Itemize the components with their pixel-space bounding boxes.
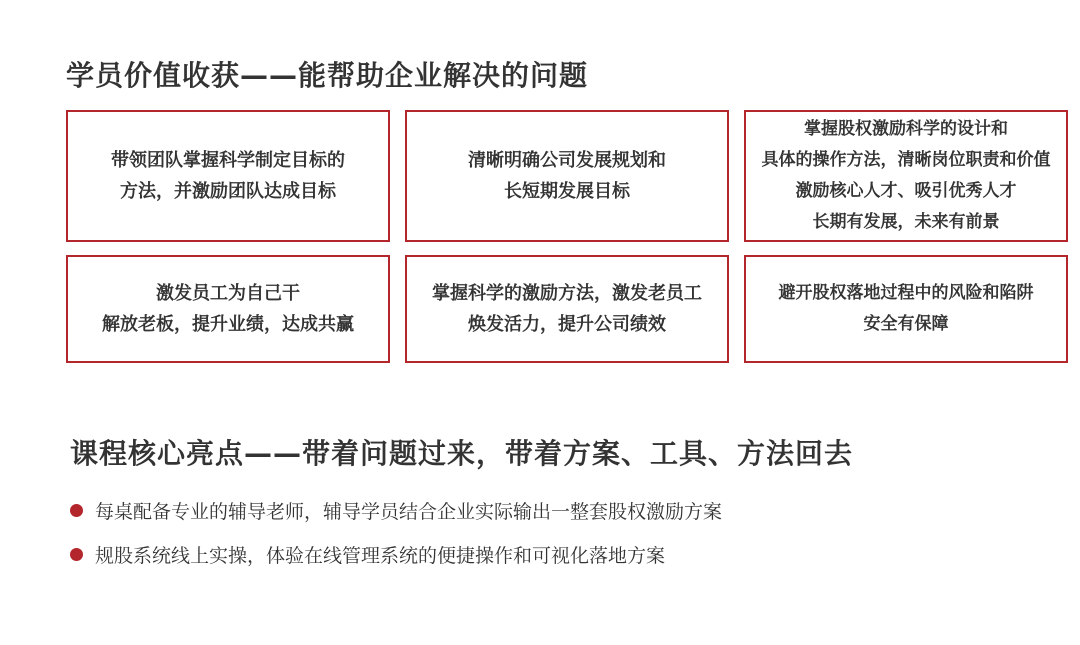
section-title-student-value: 学员价值收获——能帮助企业解决的问题 [66,59,589,92]
value-box-text: 带领团队掌握科学制定目标的 方法，并激励团队达成目标 [111,150,345,202]
value-box [66,110,390,242]
value-box [744,255,1068,363]
list-item [70,493,722,527]
value-box-text: 掌握股权激励科学的设计和 具体的操作方法，清晰岗位职责和价值 激励核心人才、吸引优秀人才 长期有发展，未来有前景 [761,119,1051,232]
highlight-list [70,493,722,581]
list-item-text: 每桌配备专业的辅导老师，辅导学员结合企业实际输出一整套股权激励方案 [95,500,723,523]
value-box [405,110,729,242]
list-item-text: 规股系统线上实操，体验在线管理系统的便捷操作和可视化落地方案 [95,544,666,567]
value-box-text: 掌握科学的激励方法，激发老员工 焕发活力，提升公司绩效 [432,283,702,335]
bullet-dot-icon [70,504,83,517]
value-box [405,255,729,363]
value-box-text: 清晰明确公司发展规划和 长短期发展目标 [468,150,666,202]
bullet-dot-icon [70,548,83,561]
value-box-grid [66,110,1072,364]
value-box-text: 激发员工为自己干 解放老板，提升业绩，达成共赢 [102,283,354,335]
value-box-text: 避开股权落地过程中的风险和陷阱 安全有保障 [778,283,1034,334]
list-item [70,537,722,571]
value-box [744,110,1068,242]
value-box [66,255,390,363]
section-title-course-highlights: 课程核心亮点——带着问题过来，带着方案、工具、方法回去 [70,437,854,470]
